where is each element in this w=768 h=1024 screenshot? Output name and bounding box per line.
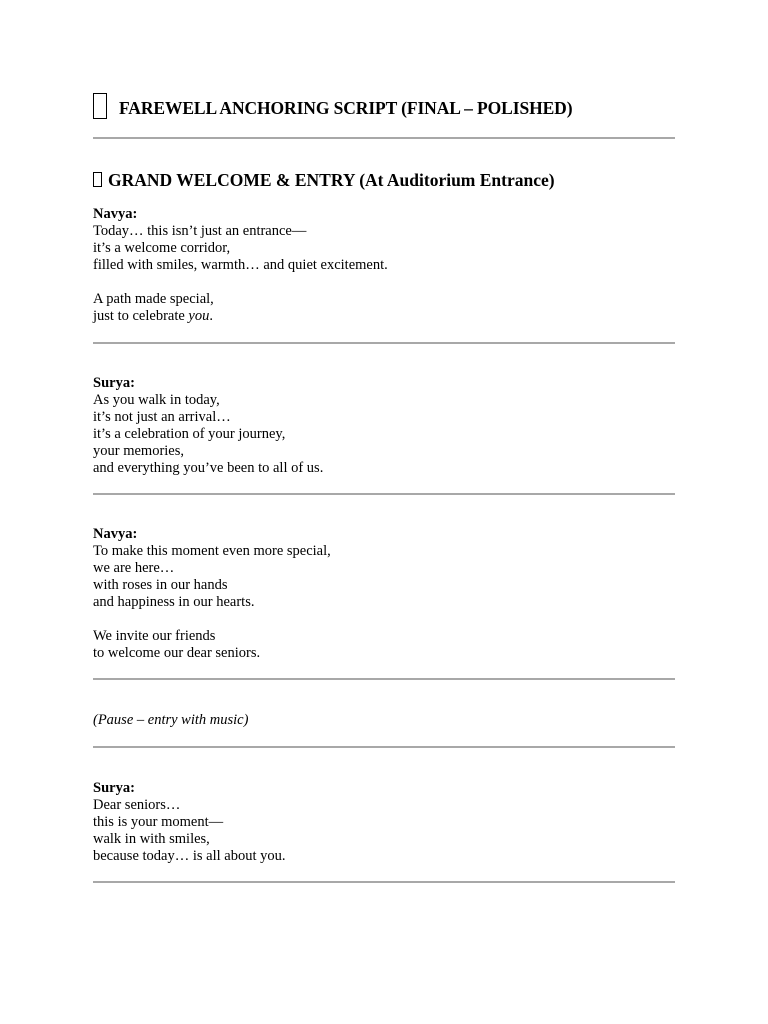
script-line: walk in with smiles, [93, 831, 210, 847]
script-text: . [209, 308, 213, 324]
document-title-row [93, 86, 675, 130]
stage-direction: (Pause – entry with music) [93, 712, 249, 728]
missing-glyph-icon [93, 172, 102, 187]
script-line: Dear seniors… [93, 797, 181, 813]
section-heading: GRAND WELCOME & ENTRY (At Auditorium Entrance) [108, 170, 555, 190]
script-line: it’s a celebration of your journey, [93, 426, 286, 442]
horizontal-rule [93, 881, 675, 883]
script-line: and everything you’ve been to all of us. [93, 460, 324, 476]
script-line: because today… is all about you. [93, 848, 286, 864]
script-line: As you walk in today, [93, 392, 220, 408]
script-line [93, 308, 675, 325]
speaker-name: Navya: [93, 526, 138, 542]
document-title: FAREWELL ANCHORING SCRIPT (FINAL – POLISHED) [119, 97, 573, 118]
script-line: we are here… [93, 560, 175, 576]
script-line: to welcome our dear seniors. [93, 645, 261, 661]
script-line: To make this moment even more special, [93, 543, 331, 559]
missing-glyph-icon [93, 93, 107, 119]
script-line: We invite our friends [93, 628, 216, 644]
speaker-name: Navya: [93, 206, 138, 222]
script-line: your memories, [93, 443, 185, 459]
dialogue-block [93, 375, 675, 477]
script-line: it’s a welcome corridor, [93, 240, 231, 256]
script-line: Today… this isn’t just an entrance— [93, 223, 307, 239]
dialogue-block [93, 526, 675, 662]
script-line: filled with smiles, warmth… and quiet excitement. [93, 257, 388, 273]
script-line: with roses in our hands [93, 577, 228, 593]
emphasized-text: you [188, 308, 210, 324]
script-line: A path made special, [93, 291, 214, 307]
script-line: it’s not just an arrival… [93, 409, 231, 425]
script-line: this is your moment— [93, 814, 224, 830]
section-heading-row [93, 170, 675, 191]
dialogue-block [93, 780, 675, 865]
dialogue-block [93, 206, 675, 325]
speaker-name: Surya: [93, 780, 135, 796]
speaker-name: Surya: [93, 375, 135, 391]
script-line: and happiness in our hearts. [93, 594, 255, 610]
script-text: just to celebrate [93, 308, 189, 324]
document-body [93, 86, 675, 883]
